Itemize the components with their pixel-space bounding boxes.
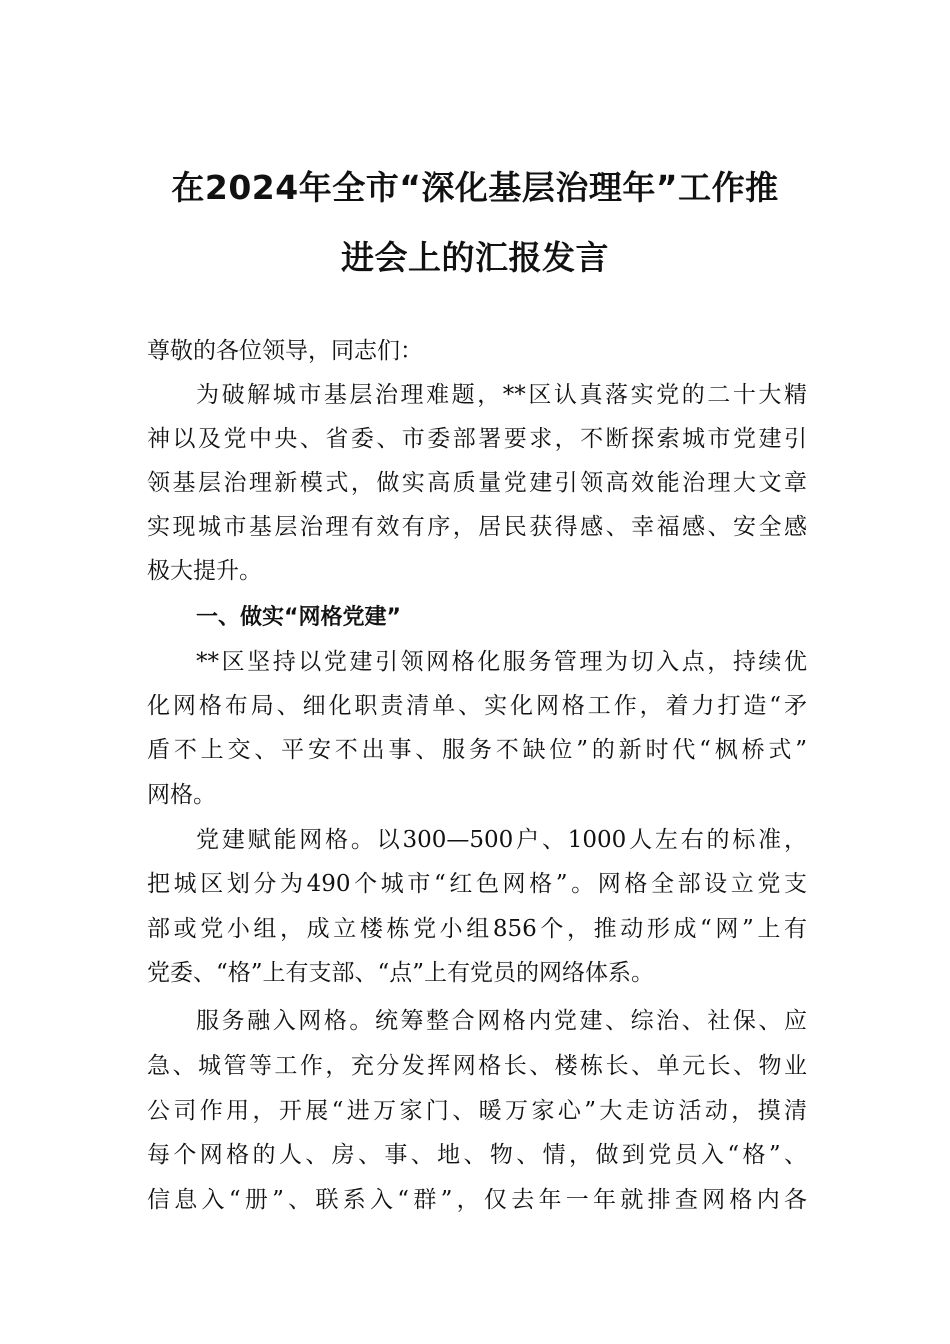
paragraph-line: 为破解城市基层治理难题，**区认真落实党的二十大精 bbox=[196, 382, 807, 408]
paragraph-line: **区坚持以党建引领网格化服务管理为切入点，持续优 bbox=[196, 649, 807, 675]
document-title-line-2: 进会上的汇报发言 bbox=[341, 238, 609, 277]
paragraph-line: 每个网格的人、房、事、地、物、情，做到党员入“格”、 bbox=[147, 1142, 807, 1168]
paragraph-line: 党委、“格”上有支部、“点”上有党员的网络体系。 bbox=[147, 960, 655, 986]
paragraph-line: 神以及党中央、省委、市委部署要求，不断探索城市党建引 bbox=[147, 426, 807, 452]
paragraph-line: 盾不上交、平安不出事、服务不缺位”的新时代“枫桥式” bbox=[147, 737, 807, 763]
paragraph-line: 实现城市基层治理有效有序，居民获得感、幸福感、安全感 bbox=[147, 514, 807, 540]
paragraph-line: 急、城管等工作，充分发挥网格长、楼栋长、单元长、物业 bbox=[147, 1053, 807, 1079]
paragraph-line: 党建赋能网格。以300—500户、1000人左右的标准， bbox=[196, 827, 807, 853]
paragraph-line: 信息入“册”、联系入“群”，仅去年一年就排查网格内各 bbox=[147, 1187, 807, 1213]
salutation: 尊敬的各位领导，同志们： bbox=[147, 338, 423, 364]
paragraph-line: 把城区划分为490个城市“红色网格”。网格全部设立党支 bbox=[147, 871, 807, 897]
paragraph-line: 极大提升。 bbox=[147, 558, 262, 584]
paragraph-line: 网格。 bbox=[147, 782, 216, 808]
paragraph-line: 化网格布局、细化职责清单、实化网格工作，着力打造“矛 bbox=[147, 693, 807, 719]
document-title-line-1: 在2024年全市“深化基层治理年”工作推 bbox=[171, 168, 779, 207]
paragraph-line: 领基层治理新模式，做实高质量党建引领高效能治理大文章 bbox=[147, 470, 807, 496]
paragraph-line: 部或党小组，成立楼栋党小组856个，推动形成“网”上有 bbox=[147, 916, 807, 942]
paragraph-line: 服务融入网格。统筹整合网格内党建、综治、社保、应 bbox=[196, 1008, 807, 1034]
section-heading: 一、做实“网格党建” bbox=[196, 605, 401, 630]
paragraph-line: 公司作用，开展“进万家门、暖万家心”大走访活动，摸清 bbox=[147, 1098, 807, 1124]
